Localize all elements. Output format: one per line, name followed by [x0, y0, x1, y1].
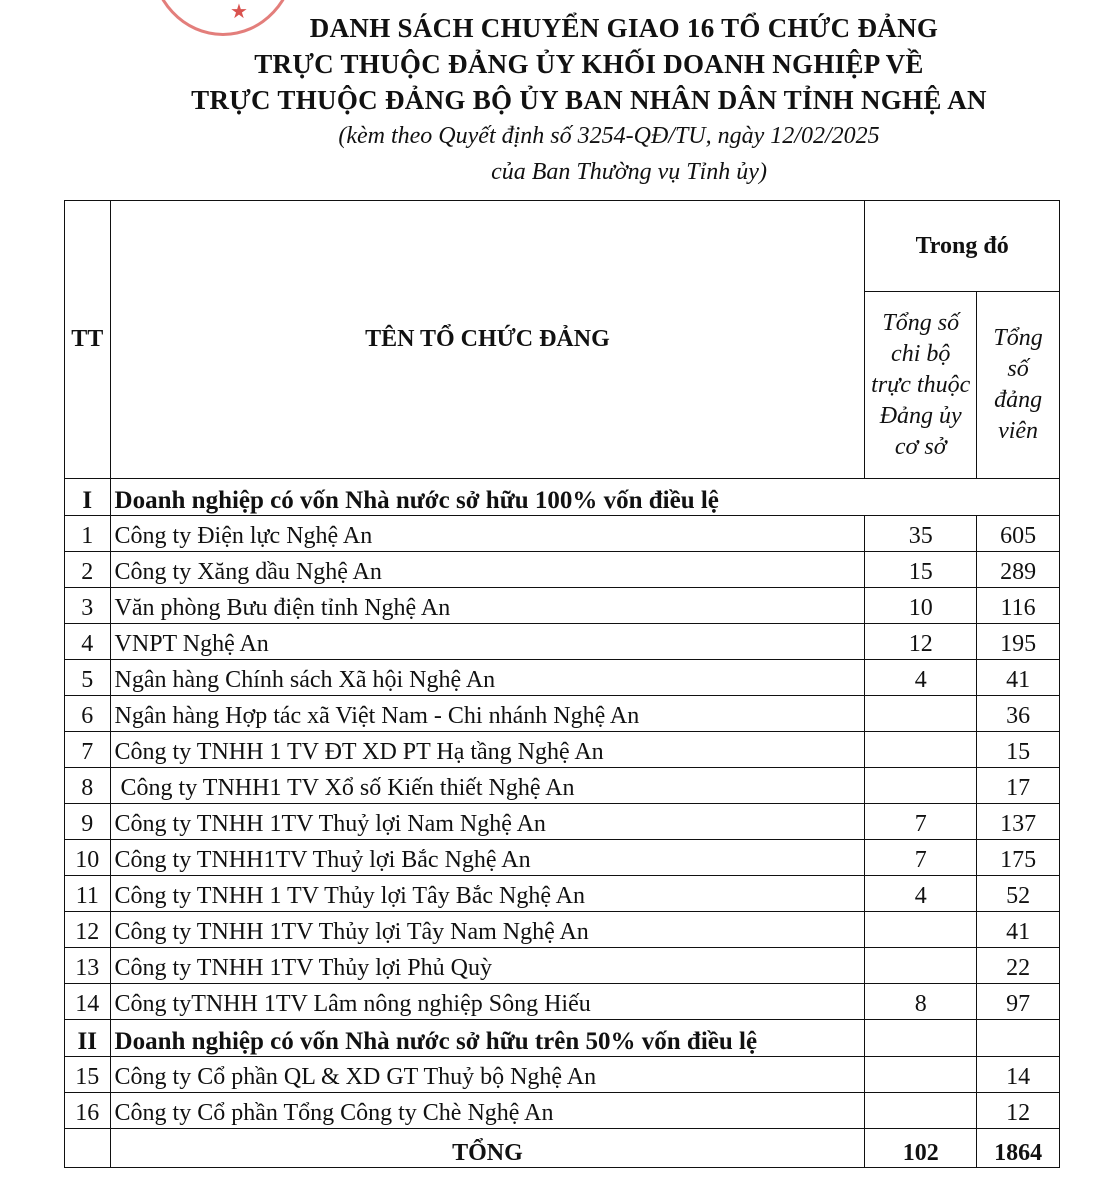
- row-chi-bo-count: [865, 912, 977, 948]
- row-number: 5: [65, 660, 111, 696]
- table-row: [65, 1057, 1060, 1093]
- row-organization-name: Công ty TNHH 1TV Thủy lợi Phủ Quỳ: [110, 948, 865, 984]
- row-number: 16: [65, 1093, 111, 1129]
- row-chi-bo-count: 8: [865, 984, 977, 1020]
- total-label: TỔNG: [110, 1129, 865, 1168]
- row-number: 15: [65, 1057, 111, 1093]
- header-name: TÊN TỔ CHỨC ĐẢNG: [110, 201, 865, 479]
- row-organization-name: Công ty Cổ phần Tổng Công ty Chè Nghệ An: [110, 1093, 865, 1129]
- table-row: [65, 984, 1060, 1020]
- table-cell-empty: [977, 1020, 1060, 1057]
- header-chi-bo: Tổng số chi bộ trực thuộc Đảng ủy cơ sở: [865, 292, 977, 479]
- row-dang-vien-count: 289: [977, 552, 1060, 588]
- row-organization-name: Công ty TNHH 1 TV ĐT XD PT Hạ tầng Nghệ An: [110, 732, 865, 768]
- document-subtitle-line-2: của Ban Thường vụ Tỉnh ủy): [491, 159, 767, 185]
- header-dang-vien: Tổng số đảng viên: [977, 292, 1060, 479]
- row-chi-bo-count: [865, 732, 977, 768]
- section-1-rows: [65, 516, 1060, 1020]
- table-row: [65, 552, 1060, 588]
- row-number: 8: [65, 768, 111, 804]
- section-row-1: [65, 479, 1060, 516]
- table-row: [65, 840, 1060, 876]
- row-number: 4: [65, 624, 111, 660]
- table-cell-empty: [865, 1020, 977, 1057]
- table-row: [65, 948, 1060, 984]
- section-2-rows: [65, 1057, 1060, 1129]
- header-tt: TT: [65, 201, 111, 479]
- row-dang-vien-count: 15: [977, 732, 1060, 768]
- table-row: [65, 804, 1060, 840]
- table-row: [65, 516, 1060, 552]
- row-organization-name: Văn phòng Bưu điện tỉnh Nghệ An: [110, 588, 865, 624]
- total-dang-vien: 1864: [977, 1129, 1060, 1168]
- row-organization-name: Công ty Xăng dầu Nghệ An: [110, 552, 865, 588]
- table-row: [65, 624, 1060, 660]
- row-dang-vien-count: 175: [977, 840, 1060, 876]
- row-chi-bo-count: 35: [865, 516, 977, 552]
- row-number: 1: [65, 516, 111, 552]
- document-subtitle-line-1: (kèm theo Quyết định số 3254-QĐ/TU, ngày 12/02/2025: [338, 123, 880, 149]
- row-number: 11: [65, 876, 111, 912]
- row-number: 7: [65, 732, 111, 768]
- table-row: [65, 660, 1060, 696]
- table-row: [65, 696, 1060, 732]
- row-number: 2: [65, 552, 111, 588]
- table-row: [65, 912, 1060, 948]
- row-chi-bo-count: [865, 948, 977, 984]
- document-header: [0, 10, 1118, 190]
- row-dang-vien-count: 14: [977, 1057, 1060, 1093]
- row-dang-vien-count: 116: [977, 588, 1060, 624]
- row-dang-vien-count: 52: [977, 876, 1060, 912]
- row-organization-name: Công ty TNHH1TV Thuỷ lợi Bắc Nghệ An: [110, 840, 865, 876]
- document-title-line-2: TRỰC THUỘC ĐẢNG ỦY KHỐI DOANH NGHIỆP VỀ: [254, 49, 924, 79]
- row-organization-name: Công ty Cổ phần QL & XD GT Thuỷ bộ Nghệ An: [110, 1057, 865, 1093]
- table-row: [65, 768, 1060, 804]
- table-row: [65, 588, 1060, 624]
- row-chi-bo-count: 4: [865, 660, 977, 696]
- row-organization-name: Công ty Điện lực Nghệ An: [110, 516, 865, 552]
- table-row: [65, 1093, 1060, 1129]
- row-dang-vien-count: 17: [977, 768, 1060, 804]
- section-label: Doanh nghiệp có vốn Nhà nước sở hữu trên 50% vốn điều lệ: [110, 1020, 865, 1057]
- table-cell-empty: [65, 1129, 111, 1168]
- row-number: 3: [65, 588, 111, 624]
- header-trong-do: Trong đó: [865, 201, 1060, 292]
- row-chi-bo-count: [865, 696, 977, 732]
- row-chi-bo-count: 12: [865, 624, 977, 660]
- row-dang-vien-count: 137: [977, 804, 1060, 840]
- row-chi-bo-count: 10: [865, 588, 977, 624]
- row-dang-vien-count: 605: [977, 516, 1060, 552]
- row-number: 13: [65, 948, 111, 984]
- party-organizations-table: [64, 200, 1060, 1168]
- row-dang-vien-count: 195: [977, 624, 1060, 660]
- row-number: 6: [65, 696, 111, 732]
- total-chi-bo: 102: [865, 1129, 977, 1168]
- row-dang-vien-count: 97: [977, 984, 1060, 1020]
- document-title-line-3: TRỰC THUỘC ĐẢNG BỘ ỦY BAN NHÂN DÂN TỈNH NGHỆ AN: [191, 85, 987, 115]
- row-chi-bo-count: 7: [865, 840, 977, 876]
- row-chi-bo-count: [865, 1057, 977, 1093]
- row-organization-name: Công ty TNHH 1 TV Thủy lợi Tây Bắc Nghệ An: [110, 876, 865, 912]
- row-dang-vien-count: 41: [977, 912, 1060, 948]
- row-number: 10: [65, 840, 111, 876]
- table-row: [65, 876, 1060, 912]
- row-dang-vien-count: 41: [977, 660, 1060, 696]
- star-icon: ★: [230, 1, 248, 23]
- row-dang-vien-count: 36: [977, 696, 1060, 732]
- row-organization-name: Công ty TNHH1 TV Xổ số Kiến thiết Nghệ An: [110, 768, 865, 804]
- total-row: [65, 1129, 1060, 1168]
- row-organization-name: Ngân hàng Chính sách Xã hội Nghệ An: [110, 660, 865, 696]
- section-number: I: [65, 479, 111, 516]
- row-organization-name: Ngân hàng Hợp tác xã Việt Nam - Chi nhánh Nghệ An: [110, 696, 865, 732]
- row-chi-bo-count: [865, 768, 977, 804]
- row-organization-name: Công ty TNHH 1TV Thuỷ lợi Nam Nghệ An: [110, 804, 865, 840]
- row-organization-name: VNPT Nghệ An: [110, 624, 865, 660]
- row-chi-bo-count: 4: [865, 876, 977, 912]
- row-chi-bo-count: 7: [865, 804, 977, 840]
- row-dang-vien-count: 12: [977, 1093, 1060, 1129]
- section-label: Doanh nghiệp có vốn Nhà nước sở hữu 100% vốn điều lệ: [110, 479, 1059, 516]
- row-chi-bo-count: 15: [865, 552, 977, 588]
- row-number: 14: [65, 984, 111, 1020]
- row-organization-name: Công tyTNHH 1TV Lâm nông nghiệp Sông Hiếu: [110, 984, 865, 1020]
- row-organization-name: Công ty TNHH 1TV Thủy lợi Tây Nam Nghệ An: [110, 912, 865, 948]
- row-dang-vien-count: 22: [977, 948, 1060, 984]
- section-number: II: [65, 1020, 111, 1057]
- row-chi-bo-count: [865, 1093, 977, 1129]
- row-number: 12: [65, 912, 111, 948]
- row-number: 9: [65, 804, 111, 840]
- table-row: [65, 732, 1060, 768]
- document-title-line-1: DANH SÁCH CHUYỂN GIAO 16 TỔ CHỨC ĐẢNG: [309, 13, 939, 43]
- section-row-2: [65, 1020, 1060, 1057]
